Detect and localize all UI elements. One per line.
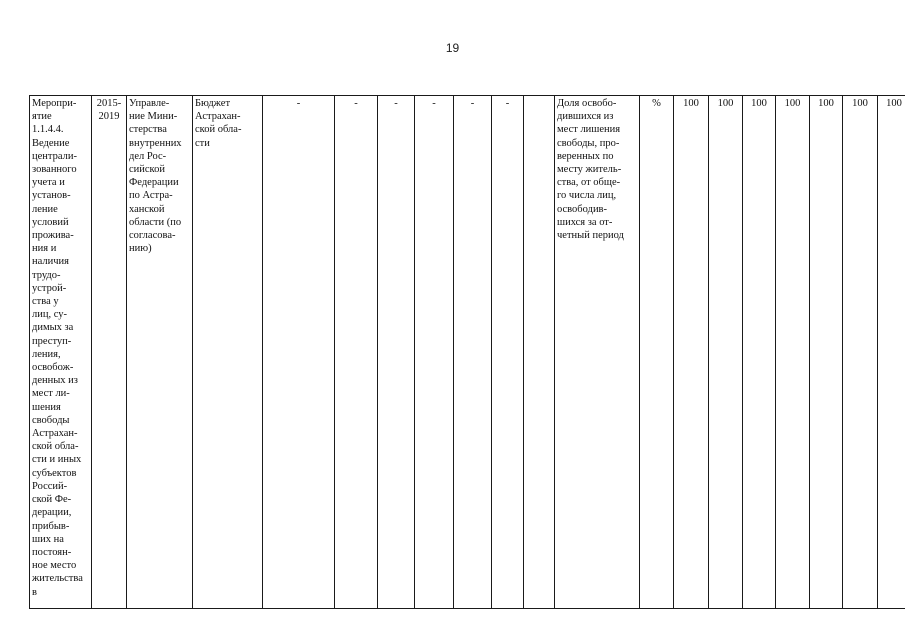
value-cell-4: 100 [776,96,810,609]
value-cell-6: 100 [843,96,878,609]
empty-cell [524,96,555,609]
value-cell-2: 100 [709,96,743,609]
funding-source-text: Бюджет Астрахан- ской обла- сти [195,98,242,149]
indicator-cell [555,96,640,609]
value-cell-3: 100 [743,96,776,609]
measure-cell [30,96,92,609]
executor-cell [127,96,193,609]
executor-text: Управле- ние Мини- стерства внутренних дел Рос- сийской Федерации по Астра- ханской области (по согласова- нию) [129,98,182,255]
measure-text: Меропри- ятие 1.1.4.4. Ведение централи- зованного учета и установ- ление условий прожива- ния и наличия трудо- устрой- ства у лиц, су- димых за преступ- ления, освобож- денных из мест ли- шения свободы Астрахан- ской обла- сти и иных субъектов Россий- ской Фе- дерации, прибыв- ших на постоян- ное место жительства в [32,98,83,598]
funding-cell-4: - [415,96,454,609]
table-row [30,96,905,609]
value-cell-1: 100 [674,96,709,609]
period-text: 2015- 2019 [96,98,122,123]
page-number: 19 [445,41,460,55]
indicator-text: Доля освобо- дившихся из мест лишения свободы, про- веренных по месту житель- ства, от обще- го числа лиц, освободив- шихся за от- четный период [557,98,624,242]
funding-cell-3: - [378,96,415,609]
value-cell-5: 100 [810,96,843,609]
funding-cell-6: - [492,96,524,609]
value-cell-7: 100 [878,96,905,609]
funding-source-cell [193,96,263,609]
period-cell [92,96,127,609]
program-table [29,95,905,609]
funding-cell-1: - [263,96,335,609]
unit-cell: % [640,96,674,609]
funding-cell-5: - [454,96,492,609]
funding-cell-2: - [335,96,378,609]
